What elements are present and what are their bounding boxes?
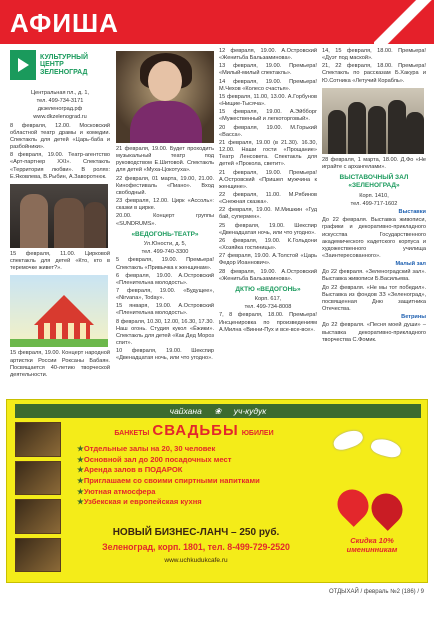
- event-item: 21 февраля, 19.00 (в 21.30). 16.30, 12.00. Наши гости «Прощание» Театр Ленсовета. Спектакль для детей «Прокола, светит».: [219, 139, 317, 168]
- ad-brand: чайхана ❀ уч-кудук: [169, 406, 267, 416]
- event-item: 10 февраля, 19.00. Шекспир «Двенадцатая ночь, или что угодно».: [116, 348, 214, 362]
- event-item: 21 февраля, 19.00. Будет проходить музыкальный театр под руководством Е.Шитовой. Спектакль для детей «Муха-Цокотуха».: [116, 146, 214, 174]
- event-item: 13 февраля, 19.00. Премьера! «Милый-милый спектакль».: [219, 63, 317, 77]
- venue-phone: тел. 499-740-3300: [141, 249, 189, 256]
- ad-photo: [15, 538, 61, 573]
- event-item: 20.00. Концерт группы «SUNDRUMS».: [116, 213, 214, 227]
- event-item: 27 февраля, 19.00. А.Толстой «Царь Федор Иоаннович».: [219, 253, 317, 267]
- culture-center-logo: [10, 48, 110, 86]
- venue-site-ru[interactable]: дкзеленоград.рф: [37, 106, 83, 113]
- event-item: 26 февраля, 19.00. К.Гольдони «Хозяйка гостиницы».: [219, 237, 317, 252]
- event-item: 15 января, 19.00. А.Островский «Пленительна молодость».: [116, 303, 214, 317]
- event-item: 23 февраля, 12.00. Цирк «Ассоль»: сказки в цирке.: [116, 198, 214, 212]
- column-1: [10, 48, 110, 380]
- subsection-label: Малый зал: [395, 261, 426, 268]
- event-item: 21 февраля, 19.00. Премьера! А.Островский «Пришел мужчина к женщине».: [219, 169, 317, 190]
- event-item: 15 февраля, 19.00. Концерт народной артистки России Роксаны Бабаян. Посвящается 40-летию творческой деятельности.: [10, 350, 110, 378]
- venue-phone: тел. 499-734-8008: [244, 304, 292, 311]
- circus-photo: [10, 275, 108, 347]
- event-item: 22 февраля, 01 марта, 19.00, 21.00. Кинофестиваль «Пиано». Вход свободный.: [116, 175, 214, 196]
- venue-phone: тел. 499-717-1602: [350, 200, 398, 207]
- singer-photo: [116, 51, 214, 143]
- ad-features: [77, 444, 327, 508]
- column-4: [322, 48, 426, 345]
- ad-feature: ★ Аренда залов в ПОДАРОК: [77, 465, 327, 476]
- ad-headline: БАНКЕТЫ СВАДЬБЫ ЮБИЛЕИ: [114, 422, 274, 439]
- section-title: ДКТЮ «ВЕДОГОНЬ»: [235, 285, 301, 293]
- event-item: 8 февраля, 10.30, 12.00, 16.30, 17.30. Наш огонь. Студия кукол «Ёжики». Спектакль для детей «Как Дед Мороз спит».: [116, 318, 214, 347]
- event-item: До 22 февраля. «Зеленоградский зал». Выставка живописи Б.Васильева.: [322, 269, 426, 283]
- page-title: АФИША: [10, 8, 119, 38]
- actors-photo: [10, 184, 108, 248]
- play-logo-icon: [10, 50, 36, 80]
- ad-photo: [15, 422, 61, 457]
- ad-photo: [15, 499, 61, 534]
- column-2: [116, 48, 214, 364]
- ad-photo: [15, 461, 61, 496]
- event-item: 7 февраля, 19.00. «Будущее», «Nirvana», Today».: [116, 287, 214, 302]
- restaurant-ad[interactable]: [6, 399, 428, 583]
- venue-address: Центральная пл., д. 1,: [30, 90, 90, 96]
- ad-feature: ★ Уютная атмосфера: [77, 487, 327, 498]
- troupe-photo: [322, 88, 424, 154]
- ad-feature: ★ Отдельные залы на 20, 30 человек: [77, 444, 327, 455]
- event-item: 14, 15 февраля, 18.00. Премьера! «Дуэт под маской».: [322, 48, 426, 62]
- venue-address: Корп. 1410,: [359, 192, 389, 199]
- event-item: 7, 8 февраля, 18.00. Премьера! Инсценировка по произведениям А.Милна «Винни-Пух и все-все-все».: [219, 312, 317, 333]
- event-item: 28 февраля, 1 марта, 18.00. Д.Фо «Не играйте с архангелами».: [322, 156, 426, 170]
- section-title: «ВЕДОГОНЬ-ТЕАТР»: [131, 230, 199, 238]
- ad-address: Зеленоград, корп. 1801, тел. 8-499-729-2520: [102, 542, 290, 552]
- column-3: [219, 48, 317, 335]
- venue-site[interactable]: www.dkzelenograd.ru: [33, 114, 87, 121]
- logo-text: КУЛЬТУРНЫЙ ЦЕНТР ЗЕЛЕНОГРАД: [40, 54, 89, 76]
- event-item: 14 февраля, 19.00. Премьера! М.Чехов «Колесо счастья».: [219, 78, 317, 92]
- doves-image: [319, 422, 419, 478]
- event-item: До 22 февраля. «Песня моей души» – выставка декоративно-прикладного творчества С.Фомик.: [322, 322, 426, 343]
- section-title: ВЫСТАВОЧНЫЙ ЗАЛ «ЗЕЛЕНОГРАД»: [339, 174, 409, 190]
- event-item: 12 февраля, 19.00. А.Островский «Женитьба Бальзаминова».: [219, 48, 317, 62]
- ad-website-link[interactable]: www.uchkudukcafe.ru: [164, 557, 228, 564]
- venue-address: Ул.Юности, д. 5,: [143, 241, 187, 248]
- event-item: 22 февраля, 19.00. М.Мишкин «Гуд бай, супермен».: [219, 207, 317, 221]
- event-item: 15 февраля, 11.00. Цирковой спектакль для детей «Кто, кто в теремочке живет?».: [10, 250, 110, 272]
- event-item: 5 февраля, 19.00. Премьера! Спектакль «Привычка к женщинам».: [116, 257, 214, 271]
- page-footer: ОТДЫХАЙ / февраль №2 (186) / 9: [328, 589, 424, 595]
- subsection-label: Ветрины: [401, 314, 426, 321]
- header-decoration: [374, 0, 434, 44]
- subsection-label: Выставки: [398, 209, 426, 216]
- ad-feature: ★ Узбекская и европейская кухня: [77, 497, 327, 508]
- event-item: 6 февраля, 19.00. А.Островский «Пленительна молодость».: [116, 272, 214, 286]
- leaf-icon: ❀: [214, 406, 222, 416]
- event-item: До 22 февраля. Выставка живописи, графики и декоративно-прикладного искусства Государственного академического кадетского корпуса и художественного училища «Заинтересованного».: [322, 217, 426, 259]
- event-item: До 22 февраля. «Не мы тот победил». Выставка из фондов ЗЗ «Зеленоград», посвященная Дню защитника Отечества.: [322, 284, 426, 313]
- venue-address: Корп. 617,: [254, 296, 282, 303]
- venue-phone: тел. 499-734-3171: [36, 98, 84, 105]
- event-item: 28 февраля, 19.00. А.Островский «Женитьба Бальзаминова».: [219, 268, 317, 282]
- event-item: 15 февраля, 19.00. А.Эйбборг «Мужественный и легкоторговый».: [219, 109, 317, 123]
- ad-discount: Скидка 10% именинникам: [346, 536, 398, 554]
- event-item: 22 февраля, 11.00. М.Рябинов «Снежная сказка».: [219, 191, 317, 206]
- ad-photo-gallery: [15, 422, 61, 572]
- ad-feature: ★ Основной зал до 200 посадочных мест: [77, 455, 327, 466]
- hearts-image: [319, 480, 419, 538]
- event-item: 25 февраля, 19.00. Шекспир «Двенадцатая ночь, или что угодно».: [219, 222, 317, 236]
- ad-feature: ★ Приглашаем со своими спиртными напитками: [77, 476, 327, 487]
- event-item: 20 февраля, 19.00. М.Горький «Васса».: [219, 124, 317, 138]
- event-item: 8 февраля, 12.00. Московский областной театр драмы и комедии. Спектакль для детей «Царь-баба и разбойники».: [10, 122, 110, 151]
- event-item: 15 февраля, 11.00, 13.00. А.Горбунов «Нищие-Тысяча».: [219, 93, 317, 108]
- ad-lunch-offer: НОВЫЙ БИЗНЕС-ЛАНЧ – 250 руб.: [112, 527, 280, 538]
- event-item: 8 февраля, 19.00. Театр-агентство «Арт-партнер XXI». Спектакль «Территория любви». В ролях: Е.Яковлева, В.Рыбин, А.Заворотнюк.: [10, 152, 110, 180]
- event-item: 21, 22 февраля, 18.00. Премьера! Спектакль по рассказам Б.Хакура и Ю.Сотника «Летучий Корабль».: [322, 63, 426, 84]
